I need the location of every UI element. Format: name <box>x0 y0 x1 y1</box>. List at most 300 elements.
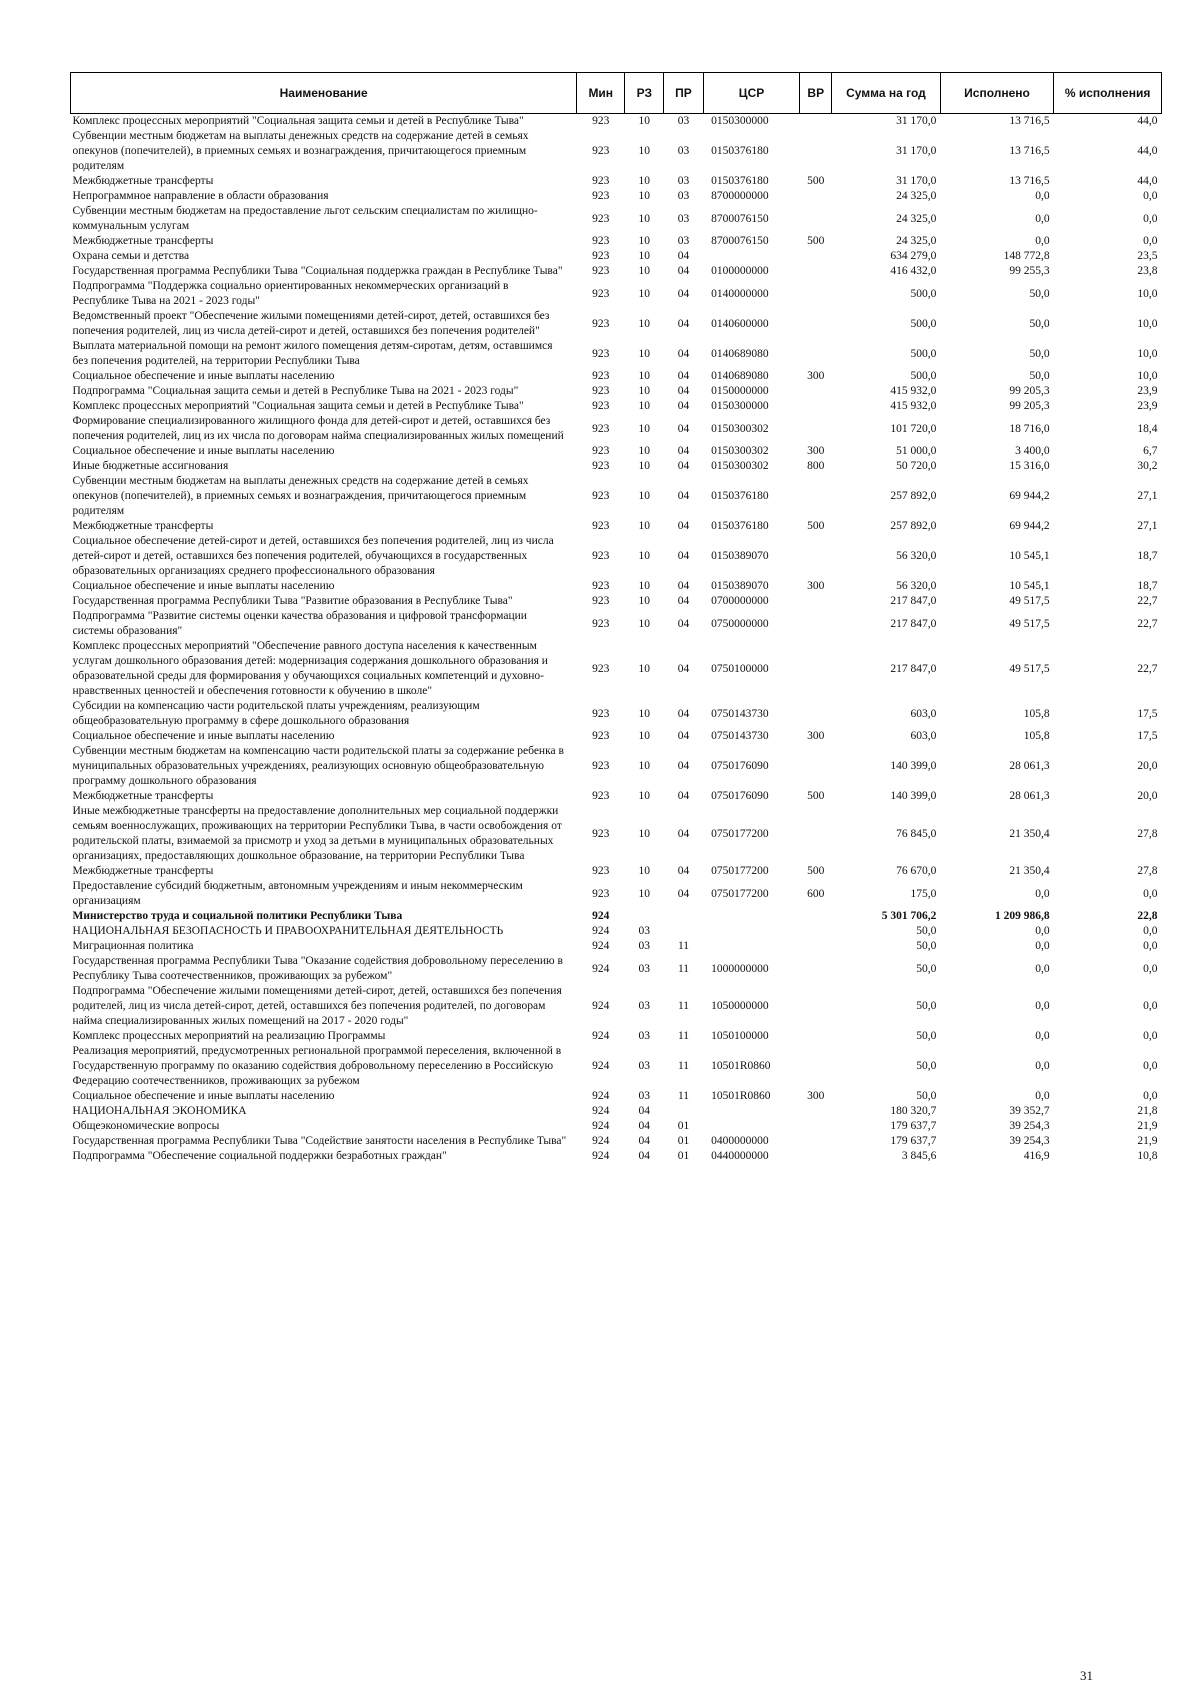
cell-pr: 04 <box>677 370 690 382</box>
table-row <box>71 264 1162 279</box>
cell-sum: 56 320,0 <box>896 580 937 592</box>
table-row <box>71 939 1162 954</box>
cell-pr: 04 <box>677 490 690 502</box>
cell-min: 923 <box>592 490 610 502</box>
cell-pr: 04 <box>677 287 690 300</box>
cell-pct: 23,8 <box>1137 265 1158 277</box>
table-row <box>71 594 1162 609</box>
table-row <box>71 1044 1162 1089</box>
cell-name: Общеэкономические вопросы <box>72 1120 220 1132</box>
cell-pr: 01 <box>677 1150 690 1162</box>
cell-done: 13 716,5 <box>1009 175 1050 187</box>
cell-name: Межбюджетные трансферты <box>72 235 214 247</box>
cell-done: 50,0 <box>1029 287 1050 300</box>
cell-min: 923 <box>592 317 610 330</box>
cell-done: 49 517,5 <box>1009 662 1050 675</box>
cell-done: 10 545,1 <box>1009 550 1050 562</box>
cell-csr <box>703 939 800 954</box>
table-row <box>71 879 1162 909</box>
cell-vr <box>800 609 832 639</box>
cell-name: Формирование специализированного жилищного фонда для детей-сирот и детей, оставшихся без попечения родителей, лиц из их числа по договорам найма специализированных жилых помещений <box>72 415 564 442</box>
cell-min: 924 <box>592 910 610 922</box>
cell-sum: 5 301 706,2 <box>881 910 937 922</box>
cell-rz: 10 <box>638 370 651 382</box>
cell-pct: 17,5 <box>1137 730 1158 742</box>
cell-pr: 04 <box>677 730 690 742</box>
cell-csr: 0150300302 <box>711 460 769 472</box>
cell-name: Подпрограмма "Поддержка социально ориентированных некоммерческих организаций в Республике Тыва на 2021 - 2023 годы" <box>72 280 509 307</box>
table-row <box>71 1104 1162 1119</box>
cell-done: 99 205,3 <box>1009 400 1050 412</box>
cell-vr <box>800 639 832 699</box>
table-row <box>71 279 1162 309</box>
cell-rz: 10 <box>638 190 651 202</box>
cell-min: 923 <box>592 175 610 187</box>
cell-pr: 04 <box>677 400 690 412</box>
cell-min: 924 <box>592 1000 610 1012</box>
header-vr: ВР <box>800 73 832 114</box>
cell-rz: 04 <box>638 1135 651 1147</box>
cell-csr <box>703 1104 800 1119</box>
cell-rz: 10 <box>638 265 651 277</box>
cell-sum: 50,0 <box>916 940 937 952</box>
cell-vr <box>800 399 832 414</box>
cell-min: 923 <box>592 617 610 630</box>
cell-pct: 6,7 <box>1143 445 1158 457</box>
cell-min: 923 <box>592 445 610 457</box>
table-row <box>71 804 1162 864</box>
cell-min: 924 <box>592 1060 610 1072</box>
cell-csr: 0150389070 <box>711 580 769 592</box>
cell-done: 0,0 <box>1035 940 1050 952</box>
table-row <box>71 129 1162 174</box>
cell-rz: 10 <box>638 287 651 300</box>
table-row <box>71 1134 1162 1149</box>
cell-pct: 21,9 <box>1137 1135 1158 1147</box>
cell-vr <box>800 279 832 309</box>
cell-sum: 50,0 <box>916 925 937 937</box>
cell-rz: 10 <box>638 707 651 720</box>
cell-name: Субвенции местным бюджетам на выплаты денежных средств на содержание детей в семьях опекунов (попечителей), в приемных семьях и вознаграждения, причитающегося приемным родителям <box>72 475 529 517</box>
cell-min: 923 <box>592 790 610 802</box>
cell-done: 21 350,4 <box>1009 865 1050 877</box>
cell-pr <box>664 924 703 939</box>
cell-done: 148 772,8 <box>1003 250 1050 262</box>
cell-name: Государственная программа Республики Тыва "Содействие занятости населения в Республике Тыва" <box>72 1135 567 1147</box>
cell-name: Непрограммное направление в области образования <box>72 190 329 202</box>
cell-vr <box>800 954 832 984</box>
cell-min: 923 <box>592 287 610 300</box>
cell-csr: 0150300302 <box>711 445 769 457</box>
table-body <box>71 114 1162 1165</box>
cell-pct: 22,7 <box>1137 617 1158 630</box>
cell-vr: 300 <box>807 1090 825 1102</box>
cell-name: НАЦИОНАЛЬНАЯ БЕЗОПАСНОСТЬ И ПРАВООХРАНИТЕЛЬНАЯ ДЕЯТЕЛЬНОСТЬ <box>72 925 504 937</box>
cell-sum: 24 325,0 <box>896 190 937 202</box>
cell-done: 0,0 <box>1035 190 1050 202</box>
cell-vr <box>800 909 832 924</box>
cell-pct: 18,4 <box>1137 422 1158 435</box>
header-csr: ЦСР <box>703 73 800 114</box>
cell-done: 0,0 <box>1035 235 1050 247</box>
cell-pr: 04 <box>677 617 690 630</box>
cell-csr: 0100000000 <box>711 265 769 277</box>
cell-rz: 10 <box>638 175 651 187</box>
cell-csr: 1050000000 <box>711 1000 769 1012</box>
cell-pct: 10,0 <box>1137 347 1158 360</box>
cell-csr: 0140000000 <box>711 287 769 300</box>
cell-vr <box>800 189 832 204</box>
cell-vr <box>800 249 832 264</box>
cell-done: 0,0 <box>1035 962 1050 975</box>
cell-sum: 180 320,7 <box>890 1105 937 1117</box>
cell-sum: 175,0 <box>910 887 937 900</box>
cell-min: 924 <box>592 1135 610 1147</box>
cell-pr: 03 <box>677 235 690 247</box>
cell-vr: 300 <box>807 580 825 592</box>
cell-csr: 0150376180 <box>711 520 769 532</box>
cell-sum: 140 399,0 <box>890 760 937 772</box>
cell-done: 99 255,3 <box>1009 265 1050 277</box>
cell-rz: 10 <box>638 212 651 225</box>
cell-csr: 0150376180 <box>711 490 769 502</box>
cell-rz: 10 <box>638 145 651 157</box>
cell-rz: 03 <box>638 1030 651 1042</box>
cell-pr: 04 <box>677 445 690 457</box>
cell-pr: 04 <box>677 347 690 360</box>
cell-pct: 0,0 <box>1143 1030 1158 1042</box>
cell-vr <box>800 744 832 789</box>
cell-pr: 11 <box>677 1030 690 1042</box>
table-row <box>71 534 1162 579</box>
table-row <box>71 444 1162 459</box>
cell-min: 923 <box>592 707 610 720</box>
cell-name: Социальное обеспечение и иные выплаты населению <box>72 445 335 457</box>
cell-pct: 0,0 <box>1143 925 1158 937</box>
cell-pct: 44,0 <box>1137 145 1158 157</box>
table-row <box>71 114 1162 130</box>
cell-vr: 600 <box>807 887 825 900</box>
cell-name: Субсидии на компенсацию части родительской платы учреждениям, реализующим общеобразовательную программу в сфере дошкольного образования <box>72 700 480 727</box>
cell-pct: 0,0 <box>1143 1000 1158 1012</box>
cell-pr <box>664 1104 703 1119</box>
cell-pr: 04 <box>677 595 690 607</box>
cell-rz: 10 <box>638 580 651 592</box>
cell-name: Выплата материальной помощи на ремонт жилого помещения детям-сиротам, детям, оставшимся без попечения родителей, на территории Республики Тыва <box>72 340 553 367</box>
cell-rz: 10 <box>638 617 651 630</box>
cell-vr <box>800 1029 832 1044</box>
table-row <box>71 789 1162 804</box>
cell-name: Подпрограмма "Обеспечение жилыми помещениями детей-сирот, детей, оставшихся без попечения родителей, лиц из числа детей-сирот, детей, оставшихся без попечения родителей, по договорам найма специализированных жилых помещений на 2017 - 2020 годы" <box>72 985 562 1027</box>
cell-rz: 10 <box>638 760 651 772</box>
cell-name: Подпрограмма "Обеспечение социальной поддержки безработных граждан" <box>72 1150 447 1162</box>
cell-pr: 03 <box>677 190 690 202</box>
cell-rz: 10 <box>638 445 651 457</box>
cell-min: 924 <box>592 1150 610 1162</box>
table-row <box>71 909 1162 924</box>
cell-csr <box>703 909 800 924</box>
cell-csr: 0750100000 <box>711 662 769 675</box>
cell-csr: 1000000000 <box>711 962 769 975</box>
cell-pr: 04 <box>677 827 690 840</box>
cell-pr: 03 <box>677 145 690 157</box>
cell-sum: 500,0 <box>910 370 937 382</box>
cell-min: 923 <box>592 580 610 592</box>
cell-name: Межбюджетные трансферты <box>72 790 214 802</box>
cell-pct: 0,0 <box>1143 190 1158 202</box>
cell-csr <box>703 1119 800 1134</box>
cell-min: 923 <box>592 212 610 225</box>
table-row <box>71 399 1162 414</box>
cell-csr <box>703 249 800 264</box>
cell-rz: 04 <box>638 1105 651 1117</box>
cell-rz: 10 <box>638 385 651 397</box>
cell-csr: 8700076150 <box>711 212 769 225</box>
cell-name: Комплекс процессных мероприятий "Социальная защита семьи и детей в Республике Тыва" <box>72 400 524 412</box>
cell-rz: 03 <box>638 925 651 937</box>
cell-pct: 27,1 <box>1137 490 1158 502</box>
cell-min: 924 <box>592 1120 610 1132</box>
cell-vr: 300 <box>807 730 825 742</box>
cell-pct: 0,0 <box>1143 235 1158 247</box>
cell-rz: 10 <box>638 460 651 472</box>
table-row <box>71 369 1162 384</box>
cell-done: 39 254,3 <box>1009 1135 1050 1147</box>
cell-min: 923 <box>592 865 610 877</box>
cell-pct: 21,8 <box>1137 1105 1158 1117</box>
table-row <box>71 249 1162 264</box>
cell-vr <box>800 414 832 444</box>
cell-sum: 416 432,0 <box>890 265 937 277</box>
cell-sum: 31 170,0 <box>896 115 937 127</box>
cell-sum: 31 170,0 <box>896 145 937 157</box>
cell-name: Государственная программа Республики Тыва "Социальная поддержка граждан в Республике Тыва" <box>72 265 563 277</box>
cell-pr: 11 <box>677 1060 690 1072</box>
cell-min: 923 <box>592 887 610 900</box>
cell-name: Иные межбюджетные трансферты на предоставление дополнительных мер социальной поддержки семьям военнослужащих, проживающих на территории Республики Тыва, в части освобождения от родительской платы, взимаемой за присмотр и уход за детьми в муниципальных образовательных организациях, предоставляющих дошкольное образование, на территории Республики Тыва <box>72 805 562 862</box>
cell-name: Социальное обеспечение и иные выплаты населению <box>72 730 335 742</box>
cell-pct: 22,8 <box>1137 910 1158 922</box>
cell-rz: 03 <box>638 1000 651 1012</box>
table-row <box>71 309 1162 339</box>
cell-vr <box>800 129 832 174</box>
cell-min: 923 <box>592 730 610 742</box>
cell-min: 924 <box>592 1090 610 1102</box>
cell-pct: 22,7 <box>1137 595 1158 607</box>
cell-sum: 179 637,7 <box>890 1120 937 1132</box>
cell-sum: 140 399,0 <box>890 790 937 802</box>
cell-done: 416,9 <box>1023 1150 1050 1162</box>
cell-sum: 31 170,0 <box>896 175 937 187</box>
cell-pr: 03 <box>677 175 690 187</box>
cell-name: Иные бюджетные ассигнования <box>72 460 229 472</box>
cell-min: 923 <box>592 385 610 397</box>
cell-rz: 10 <box>638 235 651 247</box>
cell-sum: 3 845,6 <box>901 1150 937 1162</box>
cell-done: 49 517,5 <box>1009 595 1050 607</box>
cell-vr <box>800 1104 832 1119</box>
cell-name: Охрана семьи и детства <box>72 250 190 262</box>
header-name: Наименование <box>71 73 577 114</box>
cell-pr: 11 <box>677 1000 690 1012</box>
cell-done: 49 517,5 <box>1009 617 1050 630</box>
cell-sum: 500,0 <box>910 287 937 300</box>
cell-min: 924 <box>592 1105 610 1117</box>
cell-csr: 0150376180 <box>711 175 769 187</box>
cell-name: Государственная программа Республики Тыва "Развитие образования в Республике Тыва" <box>72 595 513 607</box>
cell-pr: 04 <box>677 865 690 877</box>
table-row <box>71 699 1162 729</box>
cell-csr: 8700000000 <box>711 190 769 202</box>
cell-min: 923 <box>592 400 610 412</box>
cell-rz: 04 <box>638 1150 651 1162</box>
cell-csr: 10501R0860 <box>711 1090 771 1102</box>
cell-done: 10 545,1 <box>1009 580 1050 592</box>
cell-sum: 50,0 <box>916 1030 937 1042</box>
cell-name: Подпрограмма "Развитие системы оценки качества образования и цифровой трансформации системы образования" <box>72 610 527 637</box>
cell-sum: 51 000,0 <box>896 445 937 457</box>
header-pr: ПР <box>664 73 703 114</box>
cell-min: 923 <box>592 370 610 382</box>
table-row <box>71 729 1162 744</box>
cell-pct: 44,0 <box>1137 115 1158 127</box>
cell-name: НАЦИОНАЛЬНАЯ ЭКОНОМИКА <box>72 1105 247 1117</box>
cell-vr: 500 <box>807 235 825 247</box>
cell-min: 923 <box>592 460 610 472</box>
cell-pr: 04 <box>677 580 690 592</box>
cell-min: 923 <box>592 595 610 607</box>
cell-done: 105,8 <box>1023 730 1050 742</box>
cell-pr: 04 <box>677 422 690 435</box>
cell-rz: 10 <box>638 490 651 502</box>
cell-sum: 50,0 <box>916 1000 937 1012</box>
cell-csr: 8700076150 <box>711 235 769 247</box>
cell-csr: 0400000000 <box>711 1135 769 1147</box>
cell-pct: 23,9 <box>1137 400 1158 412</box>
cell-vr <box>800 114 832 130</box>
table-row <box>71 234 1162 249</box>
cell-done: 13 716,5 <box>1009 145 1050 157</box>
cell-done: 3 400,0 <box>1015 445 1050 457</box>
cell-rz: 03 <box>638 1060 651 1072</box>
cell-sum: 76 670,0 <box>896 865 937 877</box>
cell-rz: 03 <box>638 962 651 975</box>
cell-name: Субвенции местным бюджетам на компенсацию части родительской платы за содержание ребенка в муниципальных образовательных учреждениях, реализующих основную общеобразовательную программу дошкольного образования <box>72 745 564 787</box>
cell-pr: 04 <box>677 265 690 277</box>
cell-pr: 04 <box>677 760 690 772</box>
cell-pr <box>664 909 703 924</box>
cell-name: Комплекс процессных мероприятий "Обеспечение равного доступа населения к качественным услугам дошкольного образования детей: модернизация содержания дошкольного образования и образовательной среды для формирования у обучающихся социальных компетенций и духовно-нравственных ценностей и обеспечения готовности к обучению в школе" <box>72 640 548 697</box>
cell-vr <box>800 1134 832 1149</box>
document-page <box>70 72 1162 1164</box>
cell-name: Субвенции местным бюджетам на выплаты денежных средств на содержание детей в семьях опекунов (попечителей), в приемных семьях и вознаграждения, причитающегося приемным родителям <box>72 130 529 172</box>
cell-pct: 0,0 <box>1143 940 1158 952</box>
cell-name: Субвенции местным бюджетам на предоставление льгот сельским специалистам по жилищно-коммунальным услугам <box>72 205 538 232</box>
cell-csr: 0140600000 <box>711 317 769 330</box>
cell-rz: 10 <box>638 790 651 802</box>
cell-rz: 04 <box>638 1120 651 1132</box>
cell-vr <box>800 594 832 609</box>
cell-done: 99 205,3 <box>1009 385 1050 397</box>
cell-pct: 0,0 <box>1143 212 1158 225</box>
cell-rz: 10 <box>638 662 651 675</box>
cell-pct: 0,0 <box>1143 1060 1158 1072</box>
cell-done: 50,0 <box>1029 370 1050 382</box>
cell-pct: 10,0 <box>1137 370 1158 382</box>
cell-name: Миграционная политика <box>72 940 194 952</box>
cell-pct: 0,0 <box>1143 1090 1158 1102</box>
cell-name: Социальное обеспечение и иные выплаты населению <box>72 1090 335 1102</box>
cell-csr: 0150300302 <box>711 422 769 435</box>
cell-pr: 03 <box>677 115 690 127</box>
cell-vr <box>800 204 832 234</box>
cell-done: 15 316,0 <box>1009 460 1050 472</box>
cell-csr: 0140689080 <box>711 347 769 360</box>
cell-pct: 0,0 <box>1143 962 1158 975</box>
table-row <box>71 519 1162 534</box>
cell-sum: 415 932,0 <box>890 400 937 412</box>
cell-vr <box>800 339 832 369</box>
cell-pct: 20,0 <box>1137 790 1158 802</box>
cell-rz: 03 <box>638 940 651 952</box>
cell-vr <box>800 384 832 399</box>
table-row <box>71 639 1162 699</box>
cell-pct: 27,8 <box>1137 827 1158 840</box>
cell-rz: 10 <box>638 400 651 412</box>
cell-sum: 415 932,0 <box>890 385 937 397</box>
cell-pct: 20,0 <box>1137 760 1158 772</box>
table-row <box>71 924 1162 939</box>
cell-rz: 10 <box>638 317 651 330</box>
cell-csr: 0150300000 <box>711 400 769 412</box>
table-row <box>71 954 1162 984</box>
cell-sum: 217 847,0 <box>890 617 937 630</box>
cell-sum: 101 720,0 <box>890 422 937 435</box>
cell-pct: 18,7 <box>1137 550 1158 562</box>
cell-csr: 0750177200 <box>711 865 769 877</box>
cell-done: 0,0 <box>1035 1000 1050 1012</box>
cell-rz: 10 <box>638 347 651 360</box>
cell-name: Социальное обеспечение и иные выплаты населению <box>72 580 335 592</box>
cell-vr <box>800 1149 832 1164</box>
cell-vr: 800 <box>807 460 825 472</box>
cell-sum: 24 325,0 <box>896 235 937 247</box>
cell-name: Комплекс процессных мероприятий на реализацию Программы <box>72 1030 386 1042</box>
cell-pct: 23,5 <box>1137 250 1158 262</box>
cell-pct: 27,1 <box>1137 520 1158 532</box>
cell-sum: 603,0 <box>910 730 937 742</box>
cell-min: 923 <box>592 265 610 277</box>
cell-pct: 18,7 <box>1137 580 1158 592</box>
cell-pr: 01 <box>677 1120 690 1132</box>
cell-vr <box>800 699 832 729</box>
cell-rz: 10 <box>638 550 651 562</box>
cell-sum: 24 325,0 <box>896 212 937 225</box>
cell-min: 923 <box>592 145 610 157</box>
cell-vr: 500 <box>807 865 825 877</box>
table-row <box>71 864 1162 879</box>
cell-min: 923 <box>592 235 610 247</box>
table-row <box>71 984 1162 1029</box>
cell-csr: 0150376180 <box>711 145 769 157</box>
cell-name: Государственная программа Республики Тыва "Оказание содействия добровольному переселению в Республику Тыва соотечественников, проживающих за рубежом" <box>72 955 563 982</box>
cell-rz: 10 <box>638 520 651 532</box>
cell-pct: 10,0 <box>1137 317 1158 330</box>
table-row <box>71 474 1162 519</box>
cell-done: 28 061,3 <box>1009 760 1050 772</box>
cell-done: 0,0 <box>1035 887 1050 900</box>
cell-pct: 44,0 <box>1137 175 1158 187</box>
